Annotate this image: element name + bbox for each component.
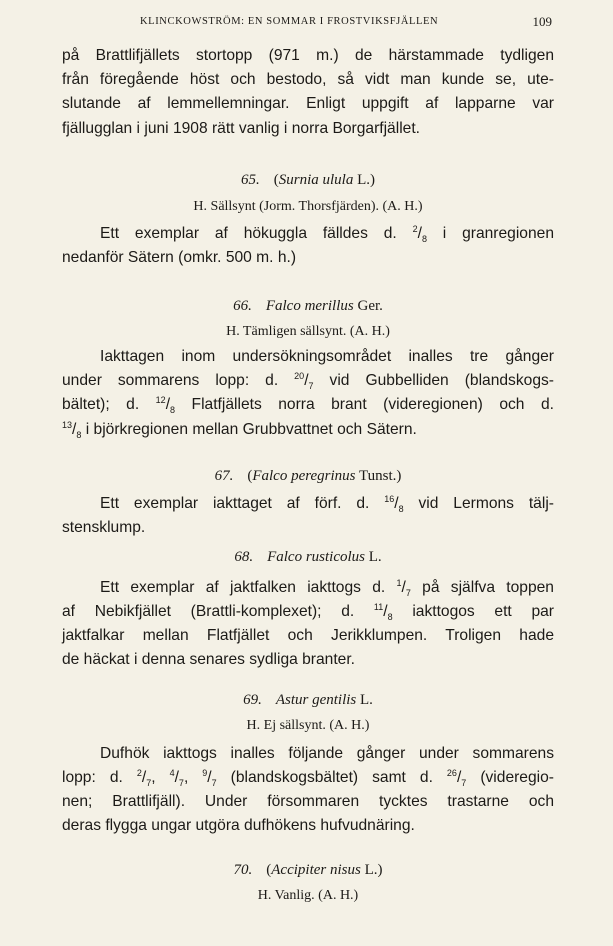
date-fraction: $^{26}/_7$ xyxy=(446,767,467,789)
species-heading-68 xyxy=(62,547,554,567)
s67-line-2: stensklump. xyxy=(62,519,146,536)
date-fraction: $^{13}/_8$ xyxy=(62,419,82,441)
species-status-65: H. Sällsynt (Jorm. Thorsfjärden). (A. H.) xyxy=(193,199,423,214)
page-header xyxy=(62,16,554,34)
species-status-70: H. Vanlig. (A. H.) xyxy=(257,888,359,903)
s69-line-4: deras flygga ungar utgöra dufhökens hufvudnäring. xyxy=(62,817,415,834)
intro-line-3: slutande af lemmellemningar. Enligt uppgift af lapparne var xyxy=(62,95,554,112)
species-name: Falco peregrinus xyxy=(252,468,356,484)
s66-line-1: Iakttagen inom undersökningsområdet inalles tre gånger xyxy=(100,348,554,365)
intro-line-1: på Brattlifjällets stortopp (971 m.) de härstammade tydligen xyxy=(62,47,554,64)
date-fraction: $^1/_7$ xyxy=(396,577,411,599)
species-heading-69 xyxy=(62,690,554,710)
species-author: L.) xyxy=(357,172,375,188)
s69-line-3: nen; Brattlifjäll). Under försommaren tycktes trastarne och xyxy=(62,793,554,810)
date-fraction: $^{20}/_7$ xyxy=(294,370,314,392)
species-status-69: H. Ej sällsynt. (A. H.) xyxy=(246,718,370,733)
date-fraction: $^4/_7$ xyxy=(169,767,184,789)
date-fraction: $^9/_7$ xyxy=(202,767,217,789)
species-name: Accipiter nisus xyxy=(271,862,361,878)
species-author: L.) xyxy=(364,862,383,878)
species-status-66: H. Tämligen sällsynt. (A. H.) xyxy=(226,324,390,339)
s65-line-1: Ett exemplar af hökuggla fälldes d. $^2/_8$ i granregionen xyxy=(100,223,554,245)
species-author: Tunst.) xyxy=(359,468,402,484)
s66-line-2: under sommarens lopp: d. $^{20}/_7$ vid Gubbelliden (blandskogs- xyxy=(62,370,554,392)
s68-line-4: de häckat i denna senares sydliga branter. xyxy=(62,651,356,668)
species-heading-66 xyxy=(62,296,554,316)
date-fraction: $^{12}/_8$ xyxy=(155,394,176,416)
species-heading-67: 67. (Falco peregrinus Tunst.) xyxy=(214,468,402,484)
date-fraction: $^{16}/_8$ xyxy=(384,493,404,515)
s68-line-1: Ett exemplar af jaktfalken iakttogs d. $^1/_7$ på själfva toppen xyxy=(100,577,554,599)
page-number: 109 xyxy=(532,14,552,29)
intro-line-2: från föregående höst och bestodo, så vidt man kunde se, ute- xyxy=(62,71,554,88)
species-name: Astur gentilis xyxy=(275,692,357,708)
date-fraction: $^2/_7$ xyxy=(136,767,152,789)
species-name: Surnia ulula xyxy=(278,172,354,188)
species-number: 65. xyxy=(240,172,260,188)
species-name: Falco rusticolus xyxy=(267,549,365,565)
species-author: Ger. xyxy=(357,298,383,314)
s68-line-2: af Nebikfjället (Brattli-komplexet); d. $^{11}/_8$ iakttogos ett par xyxy=(62,601,554,623)
species-heading-65: 65. (Surnia ulula L.) xyxy=(240,172,375,188)
species-name: Falco merillus xyxy=(265,298,354,314)
s68-line-3: jaktfalkar mellan Flatfjället och Jerikklumpen. Troligen hade xyxy=(62,627,554,644)
species-author: L. xyxy=(360,692,373,708)
s69-line-1: Dufhök iakttogs inalles följande gånger under sommarens xyxy=(100,745,554,762)
species-number: 70. xyxy=(233,862,253,878)
date-fraction: $^{11}/_8$ xyxy=(373,601,393,623)
s66-line-4: $^{13}/_8$ i björkregionen mellan Grubbvattnet och Sätern. xyxy=(62,419,417,441)
species-heading-70: 70. (Accipiter nisus L.) xyxy=(233,862,383,878)
intro-line-4: fjällugglan i juni 1908 rätt vanlig i norra Borgarfjället. xyxy=(62,120,420,137)
date-fraction: $^2/_8$ xyxy=(412,223,427,245)
s67-line-1: Ett exemplar iakttaget af förf. d. $^{16}/_8$ vid Lermons tälj- xyxy=(100,493,554,515)
species-number: 66. xyxy=(233,298,252,314)
species-number: 68. xyxy=(234,549,254,565)
running-head: KLINCKOWSTRÖM: EN SOMMAR I FROSTVIKSFJÄLLEN xyxy=(140,16,439,27)
s69-line-2: lopp: d. $^2/_7$, $^4/_7$, $^9/_7$ (blandskogsbältet) samt d. $^{26}/_7$ (videregio- xyxy=(62,767,554,789)
species-number: 67. xyxy=(214,468,234,484)
species-author: L. xyxy=(368,549,382,565)
s66-line-3: bältet); d. $^{12}/_8$ Flatfjällets norra brant (videregionen) och d. xyxy=(62,394,554,416)
species-number: 69. xyxy=(243,692,262,708)
s65-line-2: nedanför Sätern (omkr. 500 m. h.) xyxy=(62,249,297,266)
